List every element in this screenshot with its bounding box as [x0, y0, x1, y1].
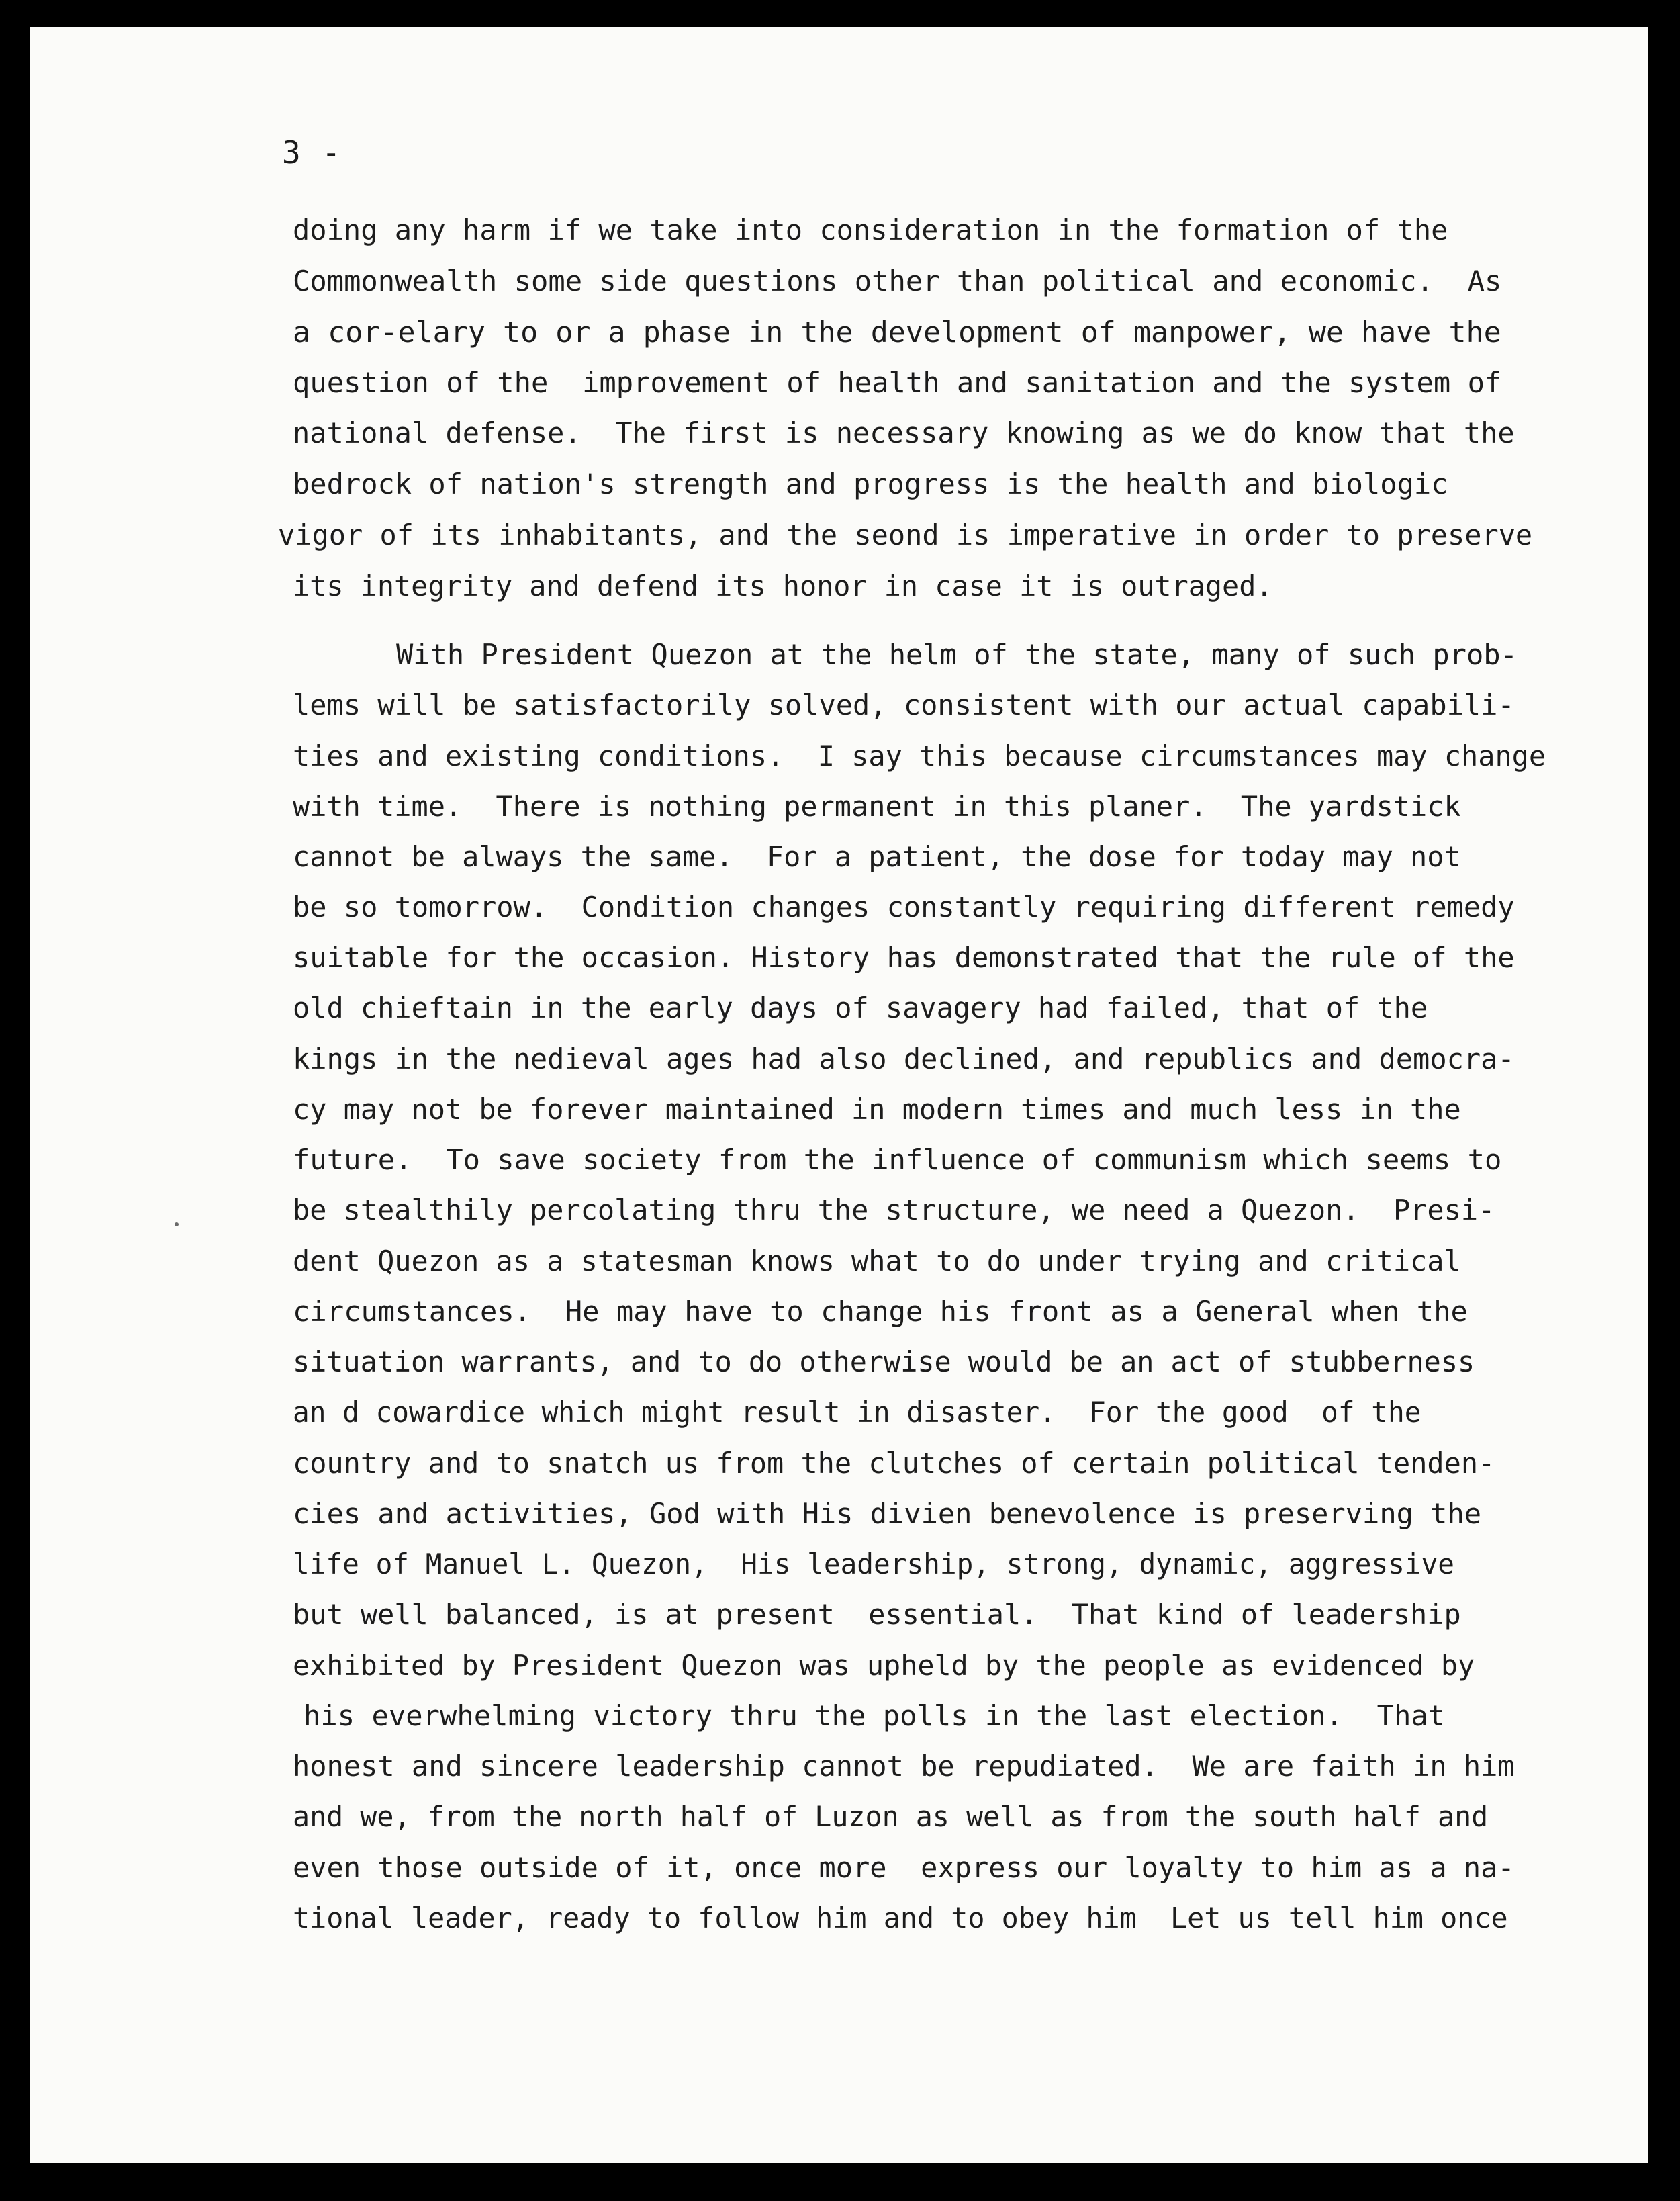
text-line: circumstances. He may have to change his front as a General when the [293, 1295, 1468, 1328]
text-line: country and to snatch us from the clutches of certain political tenden- [293, 1447, 1495, 1480]
text-line: future. To save society from the influence of communism which seems to [293, 1143, 1502, 1176]
text-line: dent Quezon as a statesman knows what to do under trying and critical [293, 1245, 1461, 1277]
text-line: doing any harm if we take into consideration in the formation of the [293, 214, 1448, 246]
text-line: suitable for the occasion. History has demonstrated that the rule of the [293, 941, 1515, 974]
text-line: tional leader, ready to follow him and to obey him Let us tell him once [293, 1901, 1508, 1934]
page-number: 3 - [282, 134, 342, 171]
text-line: honest and sincere leadership cannot be repudiated. We are faith in him [293, 1750, 1515, 1783]
text-line: vigor of its inhabitants, and the seond is imperative in order to preserve [278, 519, 1533, 551]
text-line: an d cowardice which might result in disaster. For the good of the [293, 1396, 1421, 1429]
text-line: life of Manuel L. Quezon, His leadership, strong, dynamic, aggressive [293, 1547, 1455, 1580]
text-line: exhibited by President Quezon was upheld by the people as evidenced by [293, 1649, 1475, 1682]
text-line: old chieftain in the early days of savagery had failed, that of the [293, 991, 1428, 1024]
text-line: but well balanced, is at present essential. That kind of leadership [293, 1598, 1461, 1631]
text-line: its integrity and defend its honor in case it is outraged. [293, 570, 1273, 602]
text-line: Commonwealth some side questions other than political and economic. As [293, 265, 1502, 298]
text-line: ties and existing conditions. I say this because circumstances may change [293, 739, 1546, 772]
text-line: and we, from the north half of Luzon as well as from the south half and [293, 1800, 1489, 1833]
text-line: a cor-elary to or a phase in the development of manpower, we have the [293, 316, 1501, 349]
text-line: With President Quezon at the helm of the state, many of such prob- [396, 638, 1518, 671]
text-line: national defense. The first is necessary knowing as we do know that the [293, 416, 1515, 449]
text-line: bedrock of nation's strength and progress is the health and biologic [293, 467, 1448, 500]
text-line: be stealthily percolating thru the structure, we need a Quezon. Presi- [293, 1194, 1495, 1226]
text-line: cannot be always the same. For a patient, the dose for today may not [293, 840, 1461, 873]
text-line: cies and activities, God with His divien benevolence is preserving the [293, 1497, 1482, 1530]
text-line: situation warrants, and to do otherwise would be an act of stubberness [293, 1345, 1475, 1378]
text-line: with time. There is nothing permanent in this planer. The yardstick [293, 790, 1461, 823]
text-line: even those outside of it, once more express our loyalty to him as a na- [293, 1851, 1515, 1884]
text-line: his everwhelming victory thru the polls in the last election. That [304, 1699, 1446, 1732]
text-line: question of the improvement of health and sanitation and the system of [293, 366, 1502, 399]
text-line: lems will be satisfactorily solved, consistent with our actual capabili- [293, 688, 1515, 721]
text-line: cy may not be forever maintained in modern times and much less in the [293, 1093, 1461, 1126]
text-line: be so tomorrow. Condition changes constantly requiring different remedy [293, 891, 1515, 924]
text-line: kings in the nedieval ages had also declined, and republics and democra- [293, 1042, 1515, 1075]
